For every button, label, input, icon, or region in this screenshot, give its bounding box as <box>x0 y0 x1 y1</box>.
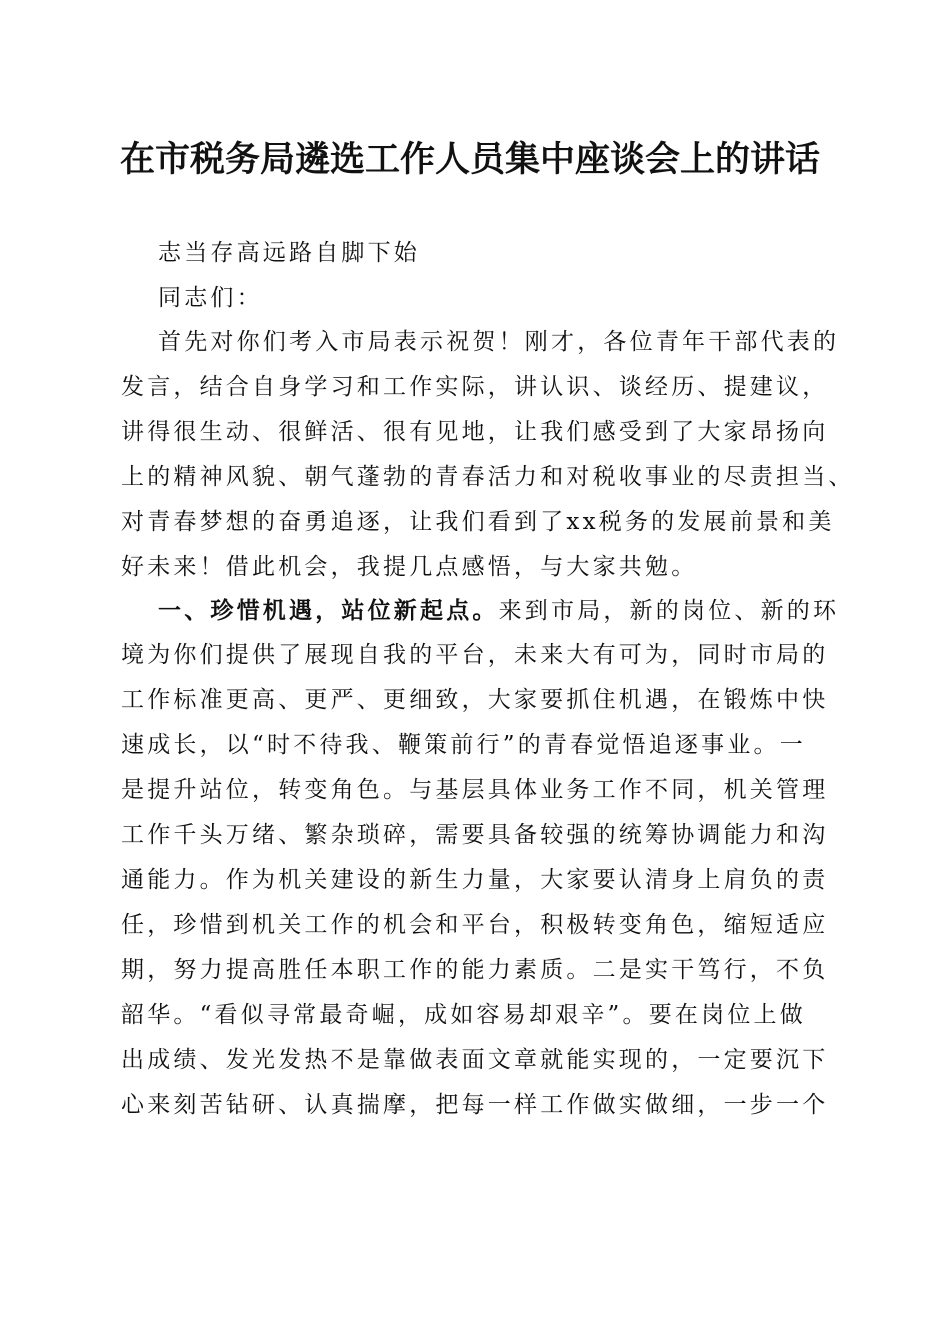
paragraph-2 <box>121 588 840 1128</box>
paragraph-1 <box>121 320 855 590</box>
paragraph-line: 出成绩、发光发热不是靠做表面文章就能实现的，一定要沉下 <box>121 1047 829 1073</box>
document-subtitle: 志当存高远路自脚下始 <box>158 240 420 266</box>
paragraph-line: 发言，结合自身学习和工作实际，讲认识、谈经历、提建议， <box>121 374 829 400</box>
paragraph-line: 好未来！借此机会，我提几点感悟，与大家共勉。 <box>121 554 698 580</box>
paragraph-line: 通能力。作为机关建设的新生力量，大家要认清身上肩负的责 <box>121 867 829 893</box>
paragraph-first-line <box>121 588 840 633</box>
paragraph-line: 期，努力提高胜任本职工作的能力素质。二是实干笃行，不负 <box>121 957 829 983</box>
paragraph-line: 任，珍惜到机关工作的机会和平台，积极转变角色，缩短适应 <box>121 912 829 938</box>
salutation: 同志们： <box>158 285 263 311</box>
paragraph-line: 韶华。“看似寻常最奇崛，成如容易却艰辛”。要在岗位上做 <box>121 1002 806 1028</box>
paragraph-line: 首先对你们考入市局表示祝贺！刚才，各位青年干部代表的 <box>158 329 840 355</box>
paragraph-line: 上的精神风貌、朝气蓬勃的青春活力和对税收事业的尽责担当、 <box>121 464 855 490</box>
paragraph-line-rest: 来到市局，新的岗位、新的环 <box>498 598 840 624</box>
paragraph-line: 境为你们提供了展现自我的平台，未来大有可为，同时市局的 <box>121 642 829 668</box>
paragraph-line: 心来刻苦钻研、认真揣摩，把每一样工作做实做细，一步一个 <box>121 1092 829 1118</box>
paragraph-line: 工作千头万绪、繁杂琐碎，需要具备较强的统筹协调能力和沟 <box>121 822 829 848</box>
paragraph-line: 是提升站位，转变角色。与基层具体业务工作不同，机关管理 <box>121 777 829 803</box>
paragraph-line: 速成长，以“时不待我、鞭策前行”的青春觉悟追逐事业。一 <box>121 732 806 758</box>
document-title: 在市税务局遴选工作人员集中座谈会上的讲话 <box>119 139 820 180</box>
section-heading: 一、珍惜机遇，站位新起点。 <box>158 597 499 624</box>
paragraph-line: 讲得很生动、很鲜活、很有见地，让我们感受到了大家昂扬向 <box>121 419 829 445</box>
paragraph-line: 对青春梦想的奋勇追逐，让我们看到了xx税务的发展前景和美 <box>121 509 835 535</box>
paragraph-line: 工作标准更高、更严、更细致，大家要抓住机遇，在锻炼中快 <box>121 687 829 713</box>
